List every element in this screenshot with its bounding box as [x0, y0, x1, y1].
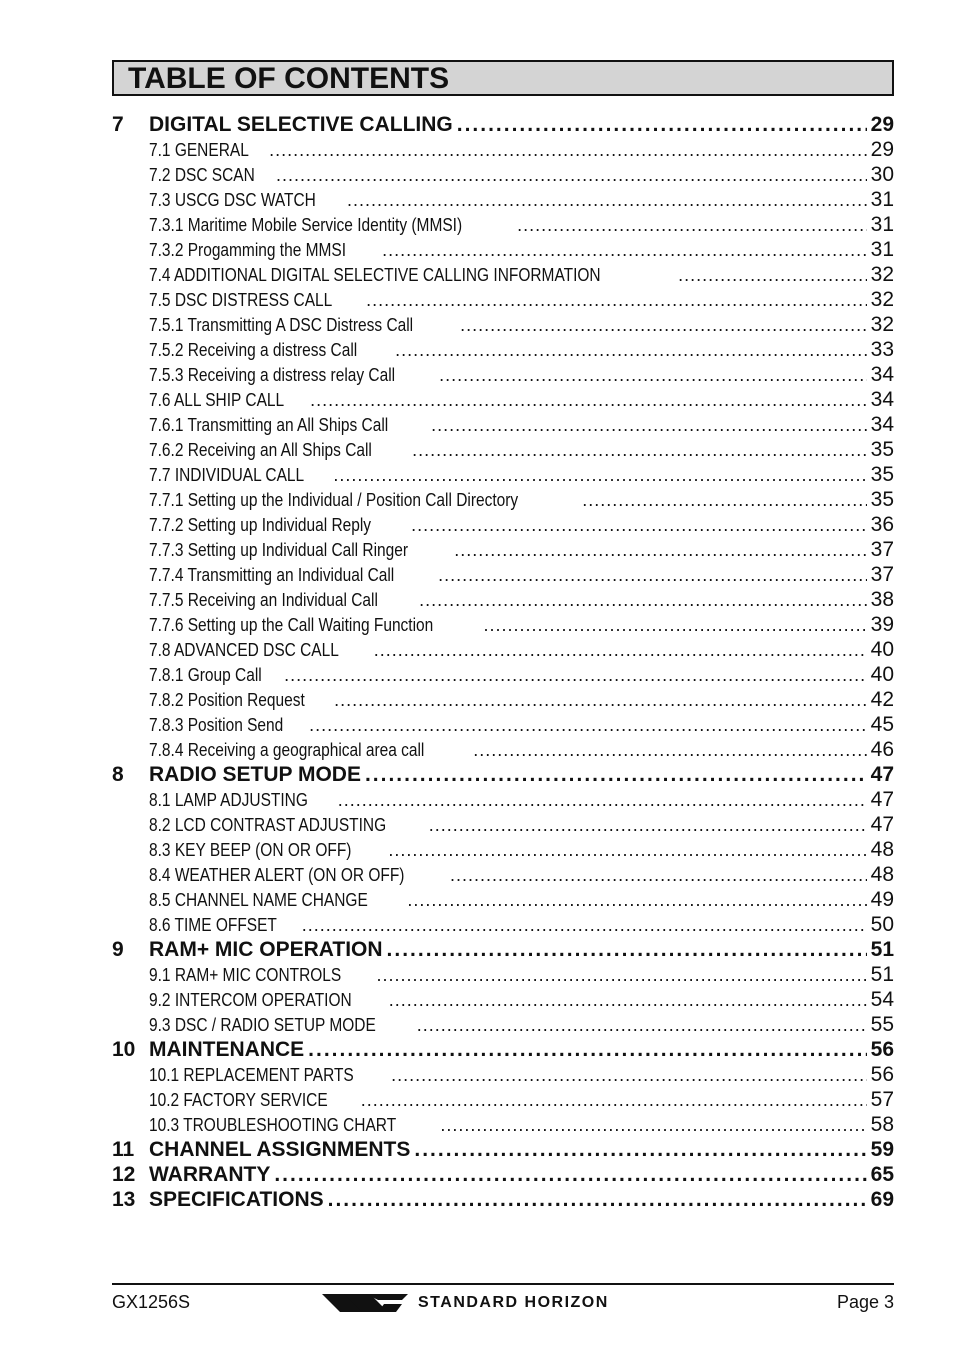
entry-title: 7.8.3 Position Send: [149, 715, 284, 735]
entry-page-number: 32: [870, 288, 894, 311]
entry-title: 7.3.1 Maritime Mobile Service Identity (MMSI): [149, 215, 463, 235]
dot-leader: [366, 290, 867, 311]
dot-leader: [517, 215, 867, 236]
entry-title: 8.6 TIME OFFSET: [149, 915, 277, 935]
entry-title: 7.8.1 Group Call: [149, 665, 262, 685]
entry-page-number: 29: [870, 113, 894, 136]
entry-title: 7.5.2 Receiving a distress Call: [149, 340, 358, 360]
toc-section-entry: [112, 738, 894, 763]
dot-leader: [438, 565, 866, 586]
toc-section-entry: [112, 1013, 894, 1038]
entry-page-number: 45: [870, 713, 894, 736]
entry-title: 8.3 KEY BEEP (ON OR OFF): [149, 840, 352, 860]
entry-page-number: 35: [870, 438, 894, 461]
entry-page-number: 56: [870, 1038, 894, 1061]
entry-page-number: 51: [870, 938, 894, 961]
entry-page-number: 36: [870, 513, 894, 536]
entry-title: 8.4 WEATHER ALERT (ON OR OFF): [149, 865, 405, 885]
dot-leader: [412, 440, 866, 461]
entry-page-number: 37: [870, 538, 894, 561]
entry-title: 7.3.2 Progamming the MMSI: [149, 240, 347, 260]
toc-section-entry: [112, 413, 894, 438]
toc-section-entry: [112, 388, 894, 413]
dot-leader: [302, 915, 867, 936]
dot-leader: [269, 140, 867, 161]
dot-leader: [382, 240, 867, 261]
dot-leader: [388, 840, 866, 861]
entry-page-number: 34: [870, 363, 894, 386]
entry-page-number: 47: [870, 813, 894, 836]
toc-section-entry: [112, 638, 894, 663]
entry-page-number: 65: [870, 1163, 894, 1186]
dot-leader: [429, 815, 867, 836]
entry-page-number: 48: [870, 863, 894, 886]
entry-page-number: 30: [870, 163, 894, 186]
entry-title: 7.5.1 Transmitting A DSC Distress Call: [149, 315, 414, 335]
toc-section-entry: [112, 713, 894, 738]
entry-page-number: 33: [870, 338, 894, 361]
entry-title: 7.7.2 Setting up Individual Reply: [149, 515, 372, 535]
entry-title: 10.1 REPLACEMENT PARTS: [149, 1065, 354, 1085]
entry-page-number: 38: [870, 588, 894, 611]
dot-leader: [374, 640, 867, 661]
document-page: [112, 60, 894, 1213]
entry-page-number: 55: [870, 1013, 894, 1036]
dot-leader: [582, 490, 866, 511]
chapter-number: 12: [112, 1163, 136, 1186]
toc-section-entry: [112, 838, 894, 863]
entry-page-number: 57: [870, 1088, 894, 1111]
dot-leader: [328, 1188, 867, 1212]
toc-section-entry: [112, 463, 894, 488]
entry-title: 8.1 LAMP ADJUSTING: [149, 790, 308, 810]
toc-section-entry: [112, 1063, 894, 1088]
entry-title: SPECIFICATIONS: [149, 1188, 324, 1211]
toc-section-entry: [112, 163, 894, 188]
dot-leader: [274, 1163, 866, 1187]
entry-title: 7.7.1 Setting up the Individual / Position Call Directory: [149, 490, 519, 510]
toc-section-entry: [112, 863, 894, 888]
entry-page-number: 40: [870, 663, 894, 686]
brand-logo: [322, 1290, 609, 1316]
footer-page-number: Page 3: [836, 1292, 894, 1312]
entry-title: 7.6.1 Transmitting an All Ships Call: [149, 415, 389, 435]
entry-title: 9.2 INTERCOM OPERATION: [149, 990, 352, 1010]
entry-title: DIGITAL SELECTIVE CALLING: [149, 113, 453, 136]
entry-title: 9.3 DSC / RADIO SETUP MODE: [149, 1015, 376, 1035]
entry-page-number: 58: [870, 1113, 894, 1136]
toc-section-entry: [112, 663, 894, 688]
dot-leader: [457, 113, 867, 137]
entry-page-number: 29: [870, 138, 894, 161]
entry-title: 10.2 FACTORY SERVICE: [149, 1090, 328, 1110]
toc-section-entry: [112, 238, 894, 263]
dot-leader: [454, 540, 866, 561]
entry-page-number: 42: [870, 688, 894, 711]
dot-leader: [338, 790, 867, 811]
chapter-number: 8: [112, 763, 124, 786]
chapter-number: 9: [112, 938, 124, 961]
dot-leader: [414, 1138, 866, 1162]
page-footer: [112, 1292, 894, 1316]
toc-section-entry: [112, 313, 894, 338]
toc-section-entry: [112, 338, 894, 363]
entry-page-number: 48: [870, 838, 894, 861]
toc-chapter-entry: [112, 1163, 894, 1188]
entry-title: 7.7 INDIVIDUAL CALL: [149, 465, 305, 485]
toc-section-entry: [112, 788, 894, 813]
entry-page-number: 47: [870, 763, 894, 786]
toc-chapter-entry: [112, 1188, 894, 1213]
entry-title: 7.3 USCG DSC WATCH: [149, 190, 316, 210]
dot-leader: [387, 938, 867, 962]
dot-leader: [411, 515, 866, 536]
entry-page-number: 51: [870, 963, 894, 986]
entry-page-number: 35: [870, 463, 894, 486]
entry-title: 7.8.2 Position Request: [149, 690, 305, 710]
dot-leader: [484, 615, 867, 636]
entry-title: 7.5 DSC DISTRESS CALL: [149, 290, 333, 310]
entry-page-number: 32: [870, 263, 894, 286]
entry-title: 7.2 DSC SCAN: [149, 165, 255, 185]
chapter-number: 11: [112, 1138, 135, 1161]
footer-brand: STANDARD HORIZON: [418, 1294, 609, 1311]
toc-section-entry: [112, 588, 894, 613]
toc-section-entry: [112, 438, 894, 463]
dot-leader: [395, 340, 867, 361]
entry-page-number: 47: [870, 788, 894, 811]
toc-section-entry: [112, 913, 894, 938]
entry-title: WARRANTY: [149, 1163, 271, 1186]
dot-leader: [439, 365, 867, 386]
entry-title: 7.7.4 Transmitting an Individual Call: [149, 565, 395, 585]
toc-section-entry: [112, 213, 894, 238]
toc-section-entry: [112, 563, 894, 588]
entry-title: RADIO SETUP MODE: [149, 763, 361, 786]
entry-page-number: 50: [870, 913, 894, 936]
entry-page-number: 49: [870, 888, 894, 911]
toc-section-entry: [112, 188, 894, 213]
dot-leader: [407, 890, 866, 911]
dot-leader: [417, 1015, 867, 1036]
entry-title: 7.7.6 Setting up the Call Waiting Function: [149, 615, 434, 635]
entry-page-number: 69: [870, 1188, 894, 1211]
toc-section-entry: [112, 613, 894, 638]
footer-model: GX1256S: [112, 1292, 191, 1312]
entry-page-number: 35: [870, 488, 894, 511]
dot-leader: [678, 265, 867, 286]
table-of-contents: [112, 113, 894, 1213]
toc-section-entry: [112, 963, 894, 988]
entry-title: 7.7.5 Receiving an Individual Call: [149, 590, 378, 610]
chapter-number: 13: [112, 1188, 136, 1211]
entry-title: 7.7.3 Setting up Individual Call Ringer: [149, 540, 409, 560]
entry-page-number: 34: [870, 388, 894, 411]
entry-page-number: 40: [870, 638, 894, 661]
entry-title: 10.3 TROUBLESHOOTING CHART: [149, 1115, 397, 1135]
entry-title: 7.6.2 Receiving an All Ships Call: [149, 440, 372, 460]
toc-section-entry: [112, 888, 894, 913]
entry-page-number: 31: [870, 213, 894, 236]
entry-title: 7.6 ALL SHIP CALL: [149, 390, 285, 410]
entry-title: 9.1 RAM+ MIC CONTROLS: [149, 965, 342, 985]
dot-leader: [365, 763, 867, 787]
dot-leader: [276, 165, 867, 186]
toc-chapter-entry: [112, 113, 894, 138]
toc-section-entry: [112, 538, 894, 563]
dot-leader: [440, 1115, 866, 1136]
chapter-number: 7: [112, 113, 124, 136]
dot-leader: [333, 465, 866, 486]
footer-divider: [112, 1283, 894, 1285]
toc-section-entry: [112, 288, 894, 313]
standard-horizon-logo-icon: [322, 1292, 408, 1314]
entry-page-number: 31: [870, 238, 894, 261]
entry-title: 7.8 ADVANCED DSC CALL: [149, 640, 339, 660]
dot-leader: [450, 865, 867, 886]
entry-title: 8.2 LCD CONTRAST ADJUSTING: [149, 815, 387, 835]
chapter-number: 10: [112, 1038, 136, 1061]
dot-leader: [389, 990, 867, 1011]
entry-title: 7.4 ADDITIONAL DIGITAL SELECTIVE CALLING INFORMATION: [149, 265, 601, 285]
toc-section-entry: [112, 1088, 894, 1113]
entry-title: CHANNEL ASSIGNMENTS: [149, 1138, 411, 1161]
dot-leader: [391, 1065, 867, 1086]
entry-page-number: 46: [870, 738, 894, 761]
dot-leader: [284, 665, 867, 686]
toc-chapter-entry: [112, 1038, 894, 1063]
entry-page-number: 37: [870, 563, 894, 586]
dot-leader: [419, 590, 866, 611]
dot-leader: [310, 390, 867, 411]
dot-leader: [309, 715, 867, 736]
toc-section-entry: [112, 1113, 894, 1138]
dot-leader: [377, 965, 867, 986]
toc-section-entry: [112, 263, 894, 288]
entry-title: 7.5.3 Receiving a distress relay Call: [149, 365, 396, 385]
entry-page-number: 34: [870, 413, 894, 436]
toc-section-entry: [112, 988, 894, 1013]
toc-section-entry: [112, 513, 894, 538]
dot-leader: [308, 1038, 866, 1062]
entry-page-number: 31: [870, 188, 894, 211]
dot-leader: [361, 1090, 867, 1111]
dot-leader: [473, 740, 866, 761]
entry-page-number: 39: [870, 613, 894, 636]
entry-page-number: 56: [870, 1063, 894, 1086]
entry-title: 8.5 CHANNEL NAME CHANGE: [149, 890, 368, 910]
dot-leader: [334, 690, 867, 711]
toc-section-entry: [112, 813, 894, 838]
entry-title: 7.8.4 Receiving a geographical area call: [149, 740, 425, 760]
dot-leader: [460, 315, 867, 336]
dot-leader: [347, 190, 867, 211]
entry-title: RAM+ MIC OPERATION: [149, 938, 383, 961]
toc-section-entry: [112, 363, 894, 388]
toc-chapter-entry: [112, 1138, 894, 1163]
entry-title: MAINTENANCE: [149, 1038, 305, 1061]
entry-page-number: 59: [870, 1138, 894, 1161]
toc-chapter-entry: [112, 763, 894, 788]
dot-leader: [431, 415, 867, 436]
entry-page-number: 54: [870, 988, 894, 1011]
toc-chapter-entry: [112, 938, 894, 963]
entry-page-number: 32: [870, 313, 894, 336]
entry-title: 7.1 GENERAL: [149, 140, 249, 160]
page-title: TABLE OF CONTENTS: [112, 60, 894, 96]
toc-section-entry: [112, 688, 894, 713]
toc-section-entry: [112, 488, 894, 513]
toc-section-entry: [112, 138, 894, 163]
